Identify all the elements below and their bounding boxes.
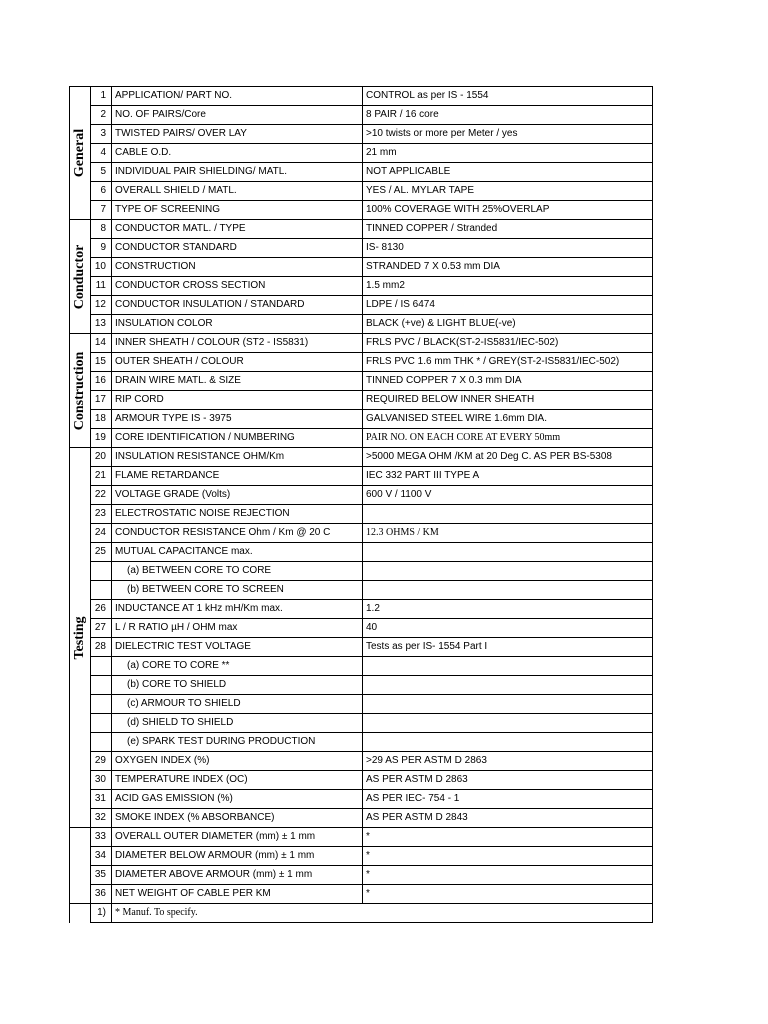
row-number: 4 xyxy=(91,144,112,163)
row-item: (a) BETWEEN CORE TO CORE xyxy=(112,562,363,581)
table-row xyxy=(70,790,653,809)
table-row xyxy=(70,448,653,467)
row-number: 7 xyxy=(91,201,112,220)
row-number: 34 xyxy=(91,847,112,866)
row-item: RIP CORD xyxy=(112,391,363,410)
row-item: CONDUCTOR CROSS SECTION xyxy=(112,277,363,296)
row-value: >10 twists or more per Meter / yes xyxy=(363,125,653,144)
row-item: FLAME RETARDANCE xyxy=(112,467,363,486)
row-item: SMOKE INDEX (% ABSORBANCE) xyxy=(112,809,363,828)
row-value: >29 AS PER ASTM D 2863 xyxy=(363,752,653,771)
row-item: NET WEIGHT OF CABLE PER KM xyxy=(112,885,363,904)
row-value: GALVANISED STEEL WIRE 1.6mm DIA. xyxy=(363,410,653,429)
row-number: 20 xyxy=(91,448,112,467)
table-row xyxy=(70,771,653,790)
row-value xyxy=(363,676,653,695)
table-row xyxy=(70,315,653,334)
row-number: 11 xyxy=(91,277,112,296)
row-number: 8 xyxy=(91,220,112,239)
row-number xyxy=(91,733,112,752)
table-row xyxy=(70,391,653,410)
row-item: INDUCTANCE AT 1 kHz mH/Km max. xyxy=(112,600,363,619)
row-value: PAIR NO. ON EACH CORE AT EVERY 50mm xyxy=(363,429,653,448)
row-value: >5000 MEGA OHM /KM at 20 Deg C. AS PER BS-5308 xyxy=(363,448,653,467)
table-row xyxy=(70,182,653,201)
row-number: 23 xyxy=(91,505,112,524)
note-number: 1) xyxy=(91,904,112,923)
section-label-conductor: Conductor xyxy=(72,244,87,309)
table-row xyxy=(70,695,653,714)
row-value: 1.2 xyxy=(363,600,653,619)
table-row xyxy=(70,429,653,448)
table-row xyxy=(70,486,653,505)
row-value: * xyxy=(363,885,653,904)
note-row xyxy=(70,904,653,923)
row-number: 25 xyxy=(91,543,112,562)
row-value xyxy=(363,733,653,752)
section-label-testing: Testing xyxy=(72,615,87,660)
section-label-general: General xyxy=(72,128,87,178)
table-row xyxy=(70,334,653,353)
row-number: 33 xyxy=(91,828,112,847)
row-value xyxy=(363,543,653,562)
row-value: REQUIRED BELOW INNER SHEATH xyxy=(363,391,653,410)
row-item: INSULATION RESISTANCE OHM/Km xyxy=(112,448,363,467)
row-number: 31 xyxy=(91,790,112,809)
row-number xyxy=(91,581,112,600)
table-row xyxy=(70,106,653,125)
row-number: 24 xyxy=(91,524,112,543)
table-row xyxy=(70,353,653,372)
row-number: 5 xyxy=(91,163,112,182)
table-row xyxy=(70,600,653,619)
table-row xyxy=(70,847,653,866)
row-item: ACID GAS EMISSION (%) xyxy=(112,790,363,809)
table-row xyxy=(70,410,653,429)
row-value: Tests as per IS- 1554 Part I xyxy=(363,638,653,657)
row-item: (b) CORE TO SHIELD xyxy=(112,676,363,695)
row-number: 28 xyxy=(91,638,112,657)
row-item: OVERALL SHIELD / MATL. xyxy=(112,182,363,201)
table-row xyxy=(70,657,653,676)
row-number xyxy=(91,562,112,581)
row-number: 9 xyxy=(91,239,112,258)
row-value: 100% COVERAGE WITH 25%OVERLAP xyxy=(363,201,653,220)
row-number xyxy=(91,676,112,695)
row-item: DRAIN WIRE MATL. & SIZE xyxy=(112,372,363,391)
row-item: TEMPERATURE INDEX (OC) xyxy=(112,771,363,790)
table-row xyxy=(70,676,653,695)
row-number: 13 xyxy=(91,315,112,334)
row-item: CONDUCTOR INSULATION / STANDARD xyxy=(112,296,363,315)
row-value: TINNED COPPER 7 X 0.3 mm DIA xyxy=(363,372,653,391)
row-item: INNER SHEATH / COLOUR (ST2 - IS5831) xyxy=(112,334,363,353)
note-text: * Manuf. To specify. xyxy=(112,904,653,923)
row-value: 600 V / 1100 V xyxy=(363,486,653,505)
table-row xyxy=(70,866,653,885)
table-row xyxy=(70,144,653,163)
table-row xyxy=(70,372,653,391)
row-number: 30 xyxy=(91,771,112,790)
row-value: FRLS PVC / BLACK(ST-2-IS5831/IEC-502) xyxy=(363,334,653,353)
row-number: 16 xyxy=(91,372,112,391)
row-number: 29 xyxy=(91,752,112,771)
row-value: AS PER ASTM D 2863 xyxy=(363,771,653,790)
row-value: 21 mm xyxy=(363,144,653,163)
table-row xyxy=(70,885,653,904)
table-row xyxy=(70,125,653,144)
row-value: 1.5 mm2 xyxy=(363,277,653,296)
table-row xyxy=(70,239,653,258)
row-item: L / R RATIO µH / OHM max xyxy=(112,619,363,638)
row-item: ELECTROSTATIC NOISE REJECTION xyxy=(112,505,363,524)
row-item: (e) SPARK TEST DURING PRODUCTION xyxy=(112,733,363,752)
row-value: CONTROL as per IS - 1554 xyxy=(363,87,653,106)
table-row xyxy=(70,562,653,581)
row-value: 8 PAIR / 16 core xyxy=(363,106,653,125)
row-item: CONDUCTOR MATL. / TYPE xyxy=(112,220,363,239)
table-row xyxy=(70,220,653,239)
section-cell-testing xyxy=(70,448,91,828)
row-value xyxy=(363,562,653,581)
row-number: 6 xyxy=(91,182,112,201)
table-row xyxy=(70,277,653,296)
row-number: 14 xyxy=(91,334,112,353)
row-number: 27 xyxy=(91,619,112,638)
row-number: 35 xyxy=(91,866,112,885)
row-number: 18 xyxy=(91,410,112,429)
row-value: IS- 8130 xyxy=(363,239,653,258)
row-value: 40 xyxy=(363,619,653,638)
row-item: DIAMETER BELOW ARMOUR (mm) ± 1 mm xyxy=(112,847,363,866)
row-number: 12 xyxy=(91,296,112,315)
row-value: * xyxy=(363,866,653,885)
row-number: 3 xyxy=(91,125,112,144)
spec-table-body xyxy=(70,87,653,923)
row-item: CORE IDENTIFICATION / NUMBERING xyxy=(112,429,363,448)
row-item: CABLE O.D. xyxy=(112,144,363,163)
row-value: * xyxy=(363,828,653,847)
row-value: TINNED COPPER / Stranded xyxy=(363,220,653,239)
cable-spec-table xyxy=(69,86,653,923)
table-row xyxy=(70,733,653,752)
row-item: TWISTED PAIRS/ OVER LAY xyxy=(112,125,363,144)
row-item: ARMOUR TYPE IS - 3975 xyxy=(112,410,363,429)
row-item: VOLTAGE GRADE (Volts) xyxy=(112,486,363,505)
row-value xyxy=(363,505,653,524)
table-row xyxy=(70,163,653,182)
table-row xyxy=(70,619,653,638)
row-item: OVERALL OUTER DIAMETER (mm) ± 1 mm xyxy=(112,828,363,847)
row-item: CONDUCTOR STANDARD xyxy=(112,239,363,258)
row-number xyxy=(91,714,112,733)
row-number: 2 xyxy=(91,106,112,125)
section-cell-conductor xyxy=(70,220,91,334)
row-number: 19 xyxy=(91,429,112,448)
row-item: APPLICATION/ PART NO. xyxy=(112,87,363,106)
table-row xyxy=(70,87,653,106)
table-row xyxy=(70,638,653,657)
row-value xyxy=(363,695,653,714)
row-value: YES / AL. MYLAR TAPE xyxy=(363,182,653,201)
table-row xyxy=(70,809,653,828)
row-item: OXYGEN INDEX (%) xyxy=(112,752,363,771)
row-item: NO. OF PAIRS/Core xyxy=(112,106,363,125)
row-value: STRANDED 7 X 0.53 mm DIA xyxy=(363,258,653,277)
table-row xyxy=(70,581,653,600)
row-number: 10 xyxy=(91,258,112,277)
row-item: CONSTRUCTION xyxy=(112,258,363,277)
section-cell-blank xyxy=(70,828,91,904)
row-value: NOT APPLICABLE xyxy=(363,163,653,182)
row-value: 12.3 OHMS / KM xyxy=(363,524,653,543)
row-item: (d) SHIELD TO SHIELD xyxy=(112,714,363,733)
row-item: TYPE OF SCREENING xyxy=(112,201,363,220)
table-row xyxy=(70,828,653,847)
row-value xyxy=(363,714,653,733)
row-value: * xyxy=(363,847,653,866)
row-number xyxy=(91,657,112,676)
section-cell-general xyxy=(70,87,91,220)
row-number: 1 xyxy=(91,87,112,106)
table-row xyxy=(70,524,653,543)
row-value: AS PER ASTM D 2843 xyxy=(363,809,653,828)
row-value: BLACK (+ve) & LIGHT BLUE(-ve) xyxy=(363,315,653,334)
section-cell-note xyxy=(70,904,91,923)
row-number: 21 xyxy=(91,467,112,486)
row-number xyxy=(91,695,112,714)
row-value xyxy=(363,581,653,600)
row-item: (b) BETWEEN CORE TO SCREEN xyxy=(112,581,363,600)
section-cell-construction xyxy=(70,334,91,448)
row-item: OUTER SHEATH / COLOUR xyxy=(112,353,363,372)
table-row xyxy=(70,258,653,277)
table-row xyxy=(70,467,653,486)
row-number: 22 xyxy=(91,486,112,505)
table-row xyxy=(70,201,653,220)
row-item: INDIVIDUAL PAIR SHIELDING/ MATL. xyxy=(112,163,363,182)
row-number: 32 xyxy=(91,809,112,828)
table-row xyxy=(70,296,653,315)
row-value: FRLS PVC 1.6 mm THK * / GREY(ST-2-IS5831/IEC-502) xyxy=(363,353,653,372)
section-label-construction: Construction xyxy=(72,351,87,430)
row-number: 26 xyxy=(91,600,112,619)
row-item: (c) ARMOUR TO SHIELD xyxy=(112,695,363,714)
table-row xyxy=(70,505,653,524)
row-number: 15 xyxy=(91,353,112,372)
row-number: 36 xyxy=(91,885,112,904)
table-row xyxy=(70,543,653,562)
row-item: CONDUCTOR RESISTANCE Ohm / Km @ 20 C xyxy=(112,524,363,543)
row-item: (a) CORE TO CORE ** xyxy=(112,657,363,676)
row-item: DIAMETER ABOVE ARMOUR (mm) ± 1 mm xyxy=(112,866,363,885)
row-item: INSULATION COLOR xyxy=(112,315,363,334)
row-value: IEC 332 PART III TYPE A xyxy=(363,467,653,486)
table-row xyxy=(70,752,653,771)
row-value: AS PER IEC- 754 - 1 xyxy=(363,790,653,809)
row-number: 17 xyxy=(91,391,112,410)
row-value xyxy=(363,657,653,676)
row-item: MUTUAL CAPACITANCE max. xyxy=(112,543,363,562)
row-value: LDPE / IS 6474 xyxy=(363,296,653,315)
row-item: DIELECTRIC TEST VOLTAGE xyxy=(112,638,363,657)
table-row xyxy=(70,714,653,733)
